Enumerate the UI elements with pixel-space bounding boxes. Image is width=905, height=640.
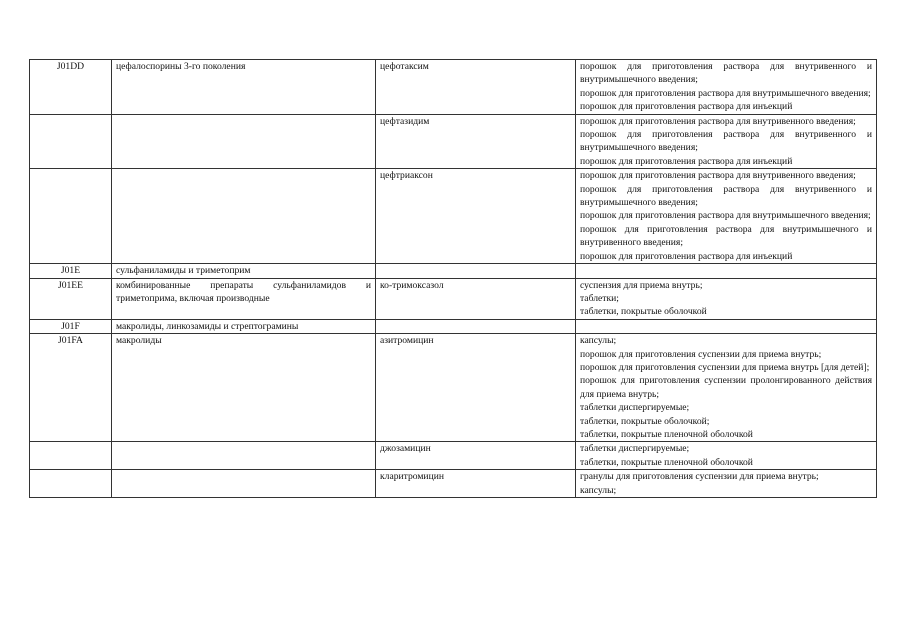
- dosage-forms-cell: [576, 470, 877, 498]
- dosage-forms-cell: [576, 334, 877, 442]
- dosage-form-item: порошок для приготовления раствора для внутримышечного введения;: [580, 87, 871, 99]
- atc-code-cell: J01FA: [30, 334, 112, 442]
- drug-table: [29, 59, 877, 498]
- drug-name-cell: ко-тримоксазол: [376, 278, 576, 319]
- table-row: [30, 442, 877, 470]
- dosage-form-item: таблетки диспергируемые;: [580, 443, 690, 455]
- group-name-cell: сульфаниламиды и триметоприм: [112, 264, 376, 278]
- drug-name-cell: [376, 264, 576, 278]
- dosage-form-item: таблетки;: [580, 292, 619, 304]
- group-name-cell: [112, 442, 376, 470]
- atc-code-cell: [30, 442, 112, 470]
- drug-name-cell: цефотаксим: [376, 60, 576, 115]
- group-name-cell: цефалоспорины 3-го поколения: [112, 60, 376, 115]
- atc-code-cell: [30, 169, 112, 264]
- atc-code-cell: J01F: [30, 319, 112, 333]
- dosage-form-item: порошок для приготовления суспензии для приема внутрь;: [580, 348, 822, 360]
- dosage-form-item: капсулы;: [580, 335, 617, 347]
- atc-code-cell: J01DD: [30, 60, 112, 115]
- table-row: [30, 60, 877, 115]
- dosage-form-item: порошок для приготовления раствора для внутривенного введения;: [580, 115, 856, 127]
- page-bottom: [0, 598, 905, 640]
- group-name-cell: [112, 470, 376, 498]
- table-row: [30, 334, 877, 442]
- dosage-forms-cell: [576, 169, 877, 264]
- drug-name-cell: цефтазидим: [376, 114, 576, 169]
- dosage-forms-cell: [576, 319, 877, 333]
- table-row: [30, 319, 877, 333]
- dosage-forms-cell: [576, 278, 877, 319]
- group-name-cell: макролиды, линкозамиды и стрептограмины: [112, 319, 376, 333]
- drug-name-cell: цефтриаксон: [376, 169, 576, 264]
- atc-code-cell: J01EE: [30, 278, 112, 319]
- dosage-form-item: порошок для приготовления суспензии для приема внутрь [для детей];: [580, 361, 870, 373]
- dosage-form-item: порошок для приготовления раствора для внутривенного и внутримышечного введения;: [580, 183, 872, 209]
- group-name-cell: макролиды: [112, 334, 376, 442]
- table-body: [30, 60, 877, 498]
- dosage-form-item: порошок для приготовления раствора для внутривенного введения;: [580, 170, 856, 182]
- dosage-form-item: суспензия для приема внутрь;: [580, 279, 703, 291]
- drug-name-cell: азитромицин: [376, 334, 576, 442]
- dosage-form-item: таблетки, покрытые пленочной оболочкой: [580, 428, 753, 440]
- group-name-cell: комбинированные препараты сульфаниламидов и триметоприма, включая производные: [112, 278, 376, 319]
- drug-name-cell: кларитромицин: [376, 470, 576, 498]
- dosage-form-item: порошок для приготовления суспензии пролонгированного действия для приема внутрь;: [580, 375, 872, 400]
- dosage-form-item: капсулы;: [580, 484, 617, 496]
- drug-name-cell: [376, 319, 576, 333]
- dosage-form-item: таблетки, покрытые оболочкой;: [580, 415, 710, 427]
- table-row: [30, 470, 877, 498]
- group-name-cell: [112, 169, 376, 264]
- dosage-form-item: таблетки диспергируемые;: [580, 402, 690, 414]
- dosage-form-item: таблетки, покрытые оболочкой: [580, 306, 707, 318]
- table-row: [30, 278, 877, 319]
- atc-code-cell: J01E: [30, 264, 112, 278]
- dosage-form-item: порошок для приготовления раствора для внутривенного и внутримышечного введения;: [580, 61, 872, 86]
- dosage-form-item: порошок для приготовления раствора для внутримышечного введения;: [580, 210, 871, 222]
- dosage-form-item: порошок для приготовления раствора для инъекций: [580, 155, 793, 167]
- group-name-cell: [112, 114, 376, 169]
- dosage-forms-cell: [576, 442, 877, 470]
- atc-code-cell: [30, 114, 112, 169]
- dosage-forms-cell: [576, 264, 877, 278]
- table-row: [30, 264, 877, 278]
- dosage-form-item: порошок для приготовления раствора для инъекций: [580, 250, 793, 262]
- dosage-form-item: таблетки, покрытые пленочной оболочкой: [580, 456, 753, 468]
- table-row: [30, 169, 877, 264]
- dosage-form-item: гранулы для приготовления суспензии для приема внутрь;: [580, 471, 819, 483]
- dosage-form-item: порошок для приготовления раствора для инъекций: [580, 101, 793, 113]
- table-row: [30, 114, 877, 169]
- dosage-forms-cell: [576, 114, 877, 169]
- drug-name-cell: джозамицин: [376, 442, 576, 470]
- dosage-form-item: порошок для приготовления раствора для внутримышечного и внутривенного введения;: [580, 223, 872, 249]
- dosage-form-item: порошок для приготовления раствора для внутривенного и внутримышечного введения;: [580, 129, 872, 154]
- atc-code-cell: [30, 470, 112, 498]
- dosage-forms-cell: [576, 60, 877, 115]
